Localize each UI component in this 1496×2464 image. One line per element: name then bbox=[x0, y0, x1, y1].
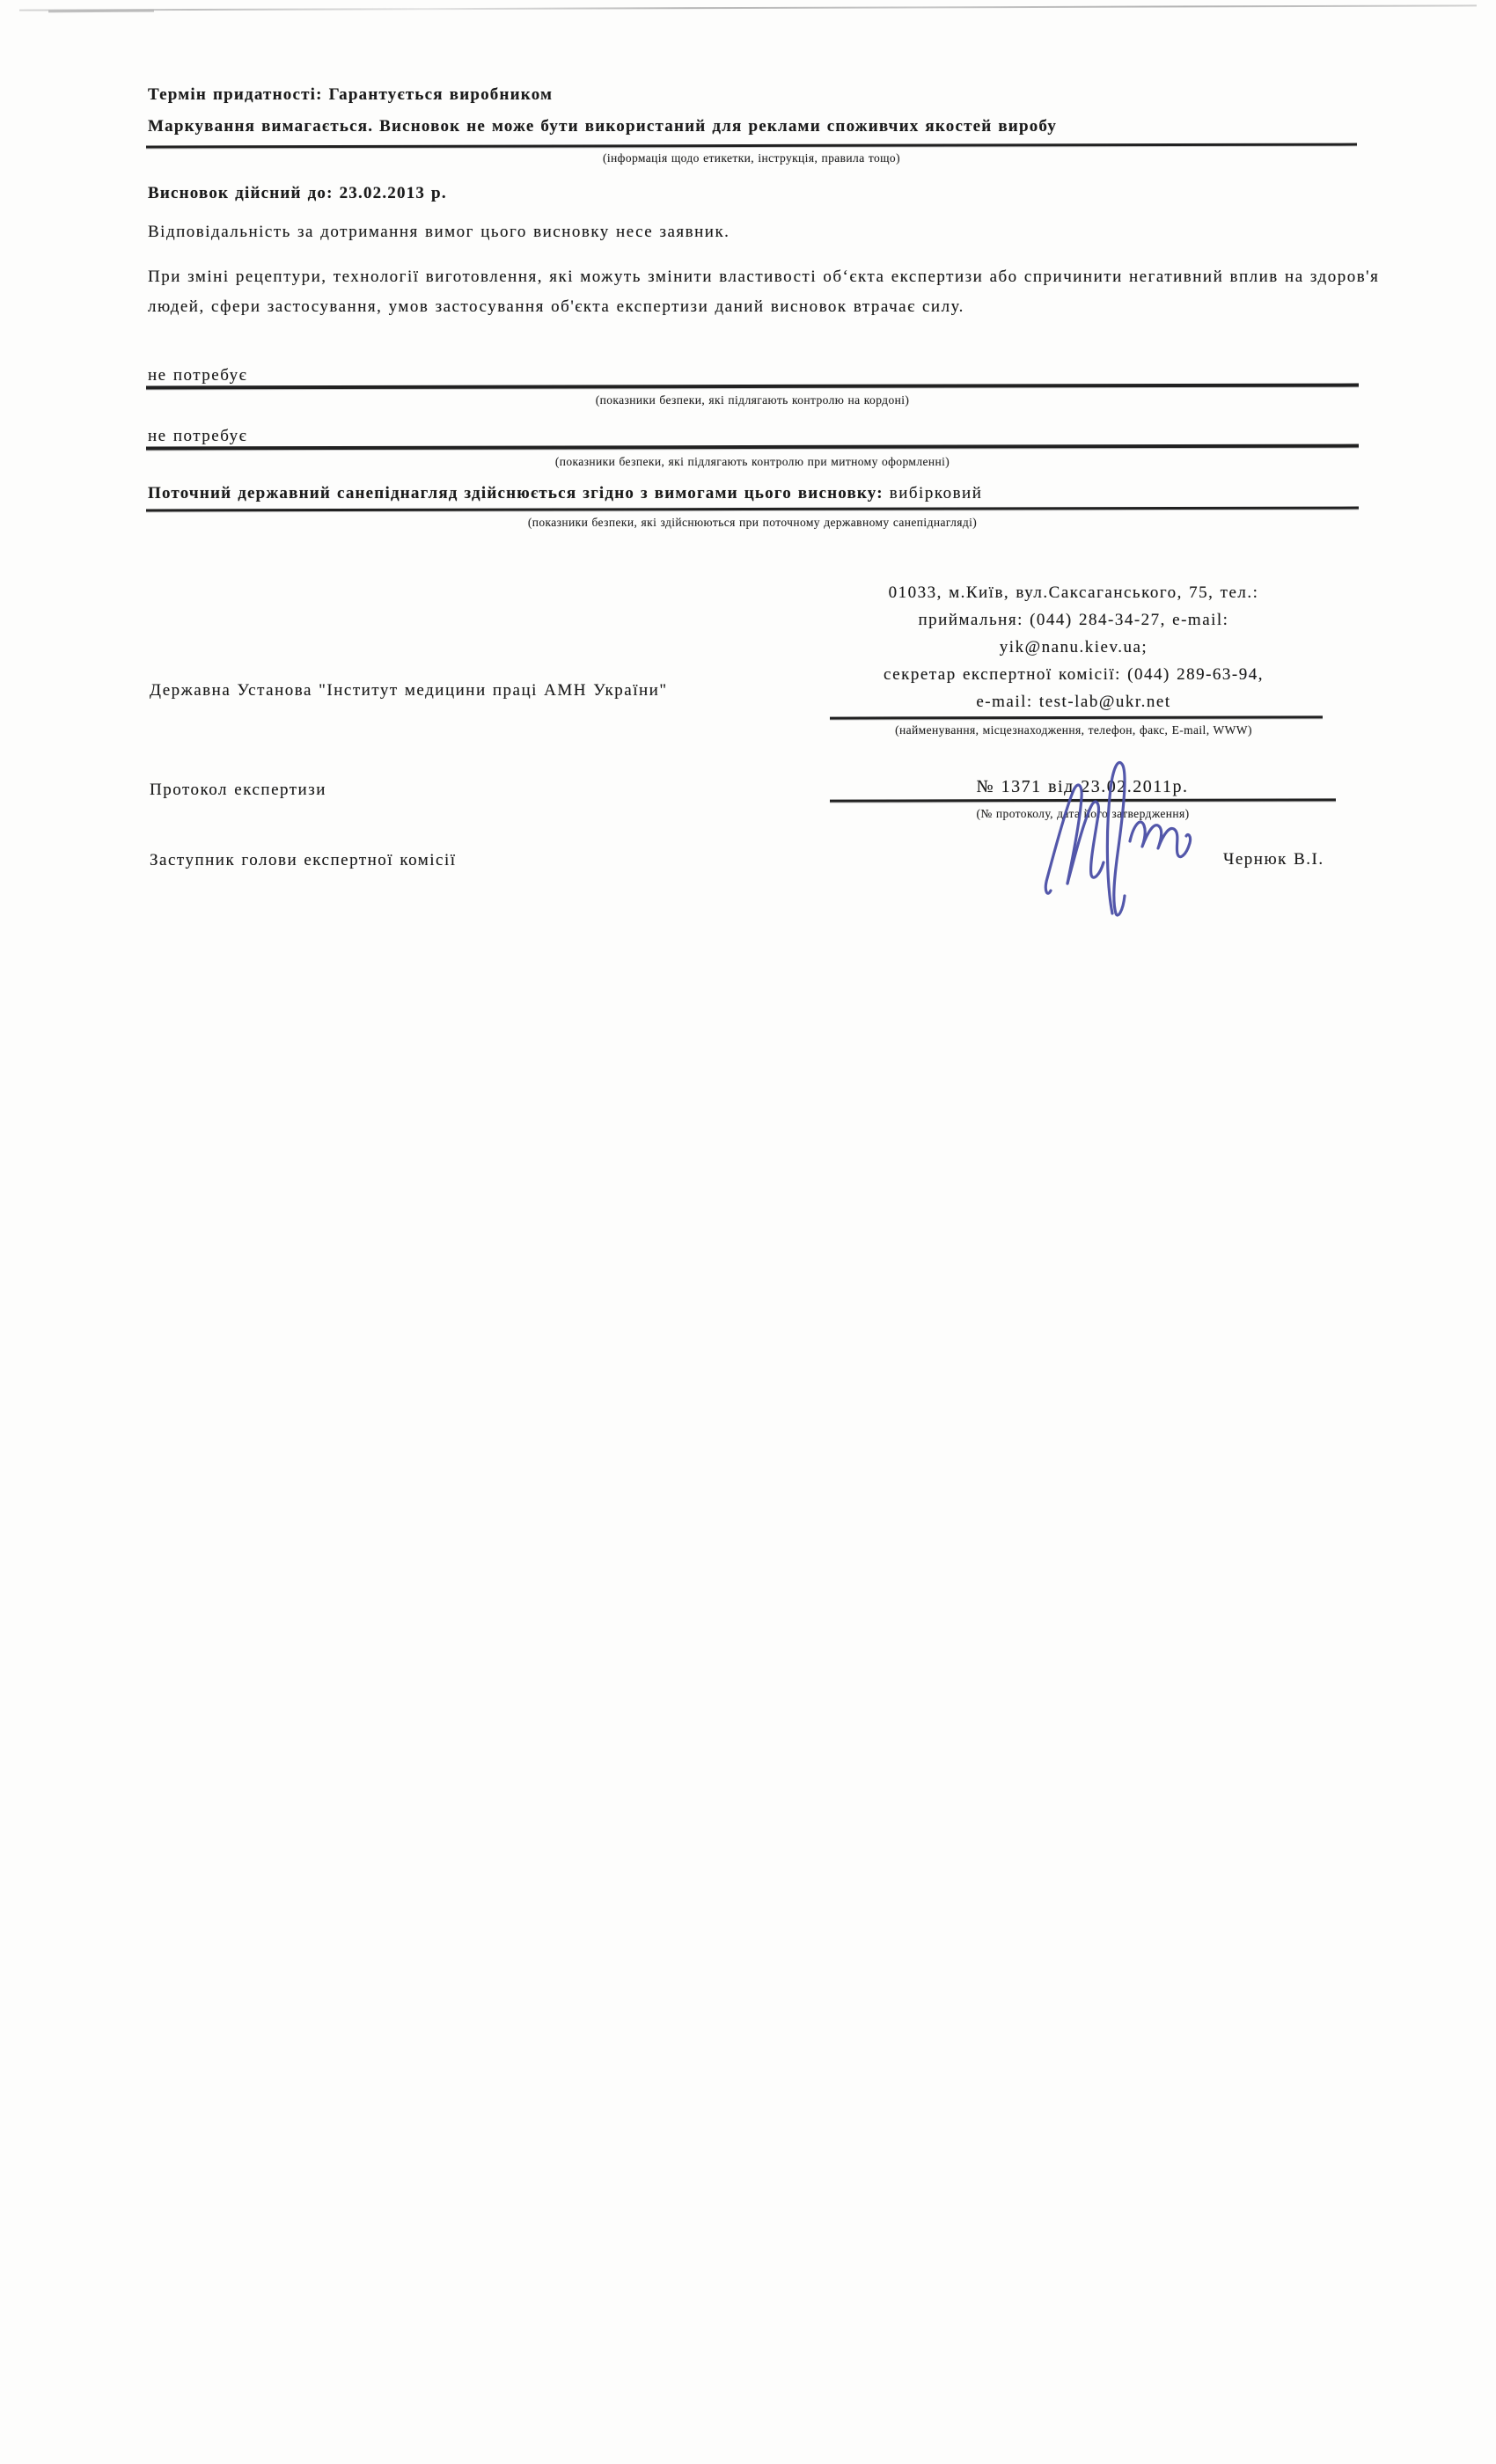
signature-ink bbox=[1031, 750, 1221, 921]
marking-note: (інформація щодо етикетки, інструкція, правила тощо) bbox=[603, 151, 900, 165]
scan-artifact-line bbox=[19, 4, 1477, 11]
protocol-value: № 1371 від 23.02.2011р. bbox=[976, 777, 1189, 796]
signatory-label: Заступник голови експертної комісії bbox=[150, 851, 457, 869]
protocol-label: Протокол експертизи bbox=[150, 781, 326, 799]
customs-control-value: не потребує bbox=[148, 427, 248, 445]
responsibility-line: Відповідальність за дотримання вимог цього висновку несе заявник. bbox=[148, 223, 730, 241]
surveillance-label: Поточний державний санепіднагляд здійснюється згідно з вимогами цього висновку: bbox=[148, 484, 890, 502]
surveillance-line bbox=[148, 483, 982, 504]
shelf-life-line: Термін придатності: Гарантується виробником bbox=[148, 85, 554, 104]
contact-line-email2: e-mail: test-lab@ukr.net bbox=[976, 693, 1171, 711]
border-control-rule bbox=[146, 384, 1359, 390]
valid-until-line: Висновок дійсний до: 23.02.2013 р. bbox=[148, 184, 447, 202]
contacts-rule bbox=[830, 715, 1323, 719]
contact-line-address: 01033, м.Київ, вул.Саксаганського, 75, тел.: bbox=[888, 583, 1259, 602]
expert-org-name: Державна Установа "Інститут медицини праці АМН України" bbox=[150, 681, 668, 700]
customs-control-note: (показники безпеки, які підлягають контролю при митному оформленні) bbox=[554, 455, 950, 468]
border-control-note: (показники безпеки, які підлягають контролю на кордоні) bbox=[595, 393, 910, 407]
contact-line-email1: yik@nanu.kiev.ua; bbox=[999, 638, 1148, 656]
surveillance-value: вибірковий bbox=[889, 484, 983, 502]
protocol-note: (№ протоколу, дата його затвердження) bbox=[976, 807, 1190, 820]
scan-artifact-dash bbox=[48, 10, 154, 13]
contact-line-reception: приймальня: (044) 284-34-27, e-mail: bbox=[918, 611, 1229, 629]
expert-org-contacts bbox=[810, 579, 1338, 715]
surveillance-note: (показники безпеки, які здійснюються при поточному державному санепіднагляді) bbox=[527, 516, 978, 529]
marking-rule bbox=[146, 143, 1357, 149]
marking-line: Маркування вимагається. Висновок не може бути використаний для реклами споживчих якостей виробу bbox=[148, 117, 1058, 136]
contacts-note: (найменування, місцезнаходження, телефон, факс, E-mail, WWW) bbox=[895, 723, 1252, 737]
border-control-value: не потребує bbox=[148, 366, 248, 385]
signatory-name: Чернюк В.І. bbox=[1223, 850, 1324, 869]
surveillance-rule bbox=[146, 507, 1359, 512]
revision-clause: При зміні рецептури, технології виготовлення, які можуть змінити властивості об‘єкта експертизи або спричинити негативний вплив на здоров'я людей, сфери застосування, умов застосування об'єкта експертизи даний висновок втрачає силу. bbox=[148, 268, 1380, 316]
contact-line-secretary: секретар експертної комісії: (044) 289-63-94, bbox=[884, 665, 1264, 684]
customs-control-rule bbox=[146, 444, 1359, 451]
